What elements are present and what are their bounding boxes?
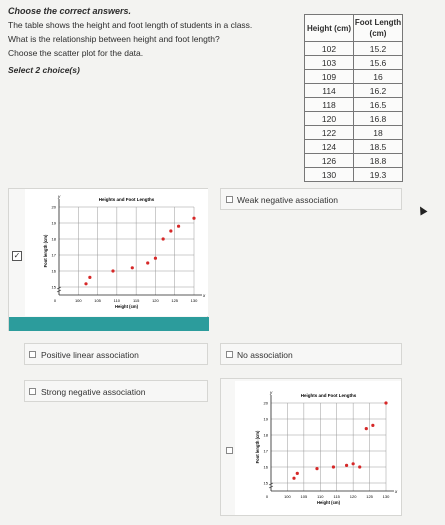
y-tick-label: 17 bbox=[51, 252, 56, 258]
checkbox-scatter-plot-2[interactable] bbox=[226, 447, 233, 454]
table-row bbox=[305, 42, 403, 56]
chart-title: Heights and Foot Lengths bbox=[300, 393, 357, 398]
x-tick-label: 130 bbox=[190, 298, 198, 303]
table-cell-foot: 19.3 bbox=[354, 168, 403, 182]
y-tick-label: 19 bbox=[51, 220, 56, 226]
x-tick-label: 105 bbox=[300, 494, 308, 499]
table-row bbox=[305, 126, 403, 140]
question-panel bbox=[8, 6, 298, 75]
x-axis-label: Height (cm) bbox=[114, 304, 139, 309]
table-cell-height: 118 bbox=[305, 98, 354, 112]
x-tick-label: 125 bbox=[171, 298, 179, 303]
option-no-association[interactable] bbox=[220, 343, 402, 365]
table-row bbox=[305, 98, 403, 112]
data-point bbox=[177, 225, 180, 228]
table-cell-foot: 16.2 bbox=[354, 84, 403, 98]
table-cell-height: 114 bbox=[305, 84, 354, 98]
table-cell-foot: 18 bbox=[354, 126, 403, 140]
data-point bbox=[111, 269, 114, 272]
option-strong-negative-label: Strong negative association bbox=[41, 387, 146, 397]
option-weak-negative[interactable] bbox=[220, 188, 402, 210]
question-text-3: Choose the scatter plot for the data. bbox=[8, 48, 144, 58]
x-tick-label: 115 bbox=[333, 494, 340, 499]
table-cell-height: 102 bbox=[305, 42, 354, 56]
table-header-height: Height (cm) bbox=[305, 15, 354, 42]
table-header-foot: Foot Length (cm) bbox=[354, 15, 403, 42]
option-scatter-plot-2[interactable] bbox=[220, 378, 402, 516]
table-row bbox=[305, 70, 403, 84]
data-point bbox=[345, 464, 348, 467]
data-point bbox=[154, 257, 157, 260]
table-cell-foot: 16.8 bbox=[354, 112, 403, 126]
data-point bbox=[315, 467, 318, 470]
x-tick-label: 125 bbox=[366, 494, 373, 499]
checkbox-scatter-plot-1[interactable]: ✓ bbox=[13, 251, 21, 260]
x-tick-label: 0 bbox=[265, 494, 269, 499]
question-text-2: What is the relationship between height and foot length? bbox=[8, 34, 220, 44]
y-tick-label: 15 bbox=[263, 480, 268, 486]
table-cell-foot: 16.5 bbox=[354, 98, 403, 112]
table-cell-foot: 16 bbox=[354, 70, 403, 84]
y-axis-letter: y bbox=[58, 194, 61, 199]
table-row bbox=[305, 56, 403, 70]
option-scatter-plot-1[interactable] bbox=[8, 188, 208, 331]
y-tick-label: 20 bbox=[263, 400, 268, 406]
y-tick-label: 15 bbox=[51, 284, 56, 290]
x-axis-label: Height (cm) bbox=[316, 500, 341, 505]
table-cell-foot: 18.5 bbox=[354, 140, 403, 154]
option-no-association-label: No association bbox=[237, 350, 293, 360]
data-point bbox=[371, 424, 374, 427]
mouse-cursor-icon bbox=[417, 205, 428, 216]
x-tick-label: 130 bbox=[382, 494, 390, 499]
data-point bbox=[292, 477, 295, 480]
x-tick-label: 100 bbox=[284, 494, 291, 499]
data-point bbox=[88, 276, 91, 279]
data-point bbox=[296, 472, 299, 475]
x-tick-label: 120 bbox=[349, 494, 357, 499]
table-cell-foot: 18.8 bbox=[354, 154, 403, 168]
data-point bbox=[365, 427, 368, 430]
y-tick-label: 19 bbox=[263, 416, 268, 422]
option-weak-negative-label: Weak negative association bbox=[237, 195, 338, 205]
scatter-plot-2 bbox=[235, 381, 401, 515]
x-tick-label: 120 bbox=[152, 298, 159, 303]
table-cell-foot: 15.6 bbox=[354, 56, 403, 70]
select-instructions: Select 2 choice(s) bbox=[8, 65, 80, 75]
scatter-plot-1-area bbox=[25, 189, 208, 316]
data-point bbox=[169, 229, 172, 232]
table-cell-height: 120 bbox=[305, 112, 354, 126]
checkbox-strong-negative[interactable] bbox=[29, 388, 36, 395]
data-point bbox=[162, 237, 165, 240]
question-header: Choose the correct answers. bbox=[8, 6, 132, 16]
x-axis-letter: x bbox=[203, 293, 206, 298]
scatter-plot-1 bbox=[25, 189, 208, 316]
x-tick-label: 100 bbox=[74, 298, 82, 303]
y-tick-label: 18 bbox=[51, 236, 56, 242]
data-point bbox=[358, 465, 361, 468]
x-axis-letter: x bbox=[395, 489, 398, 494]
question-text-1: The table shows the height and foot length of students in a class. bbox=[8, 20, 253, 30]
table-cell-height: 122 bbox=[305, 126, 354, 140]
data-point bbox=[384, 401, 387, 404]
checkbox-no-association[interactable] bbox=[226, 351, 233, 358]
table-cell-height: 126 bbox=[305, 154, 354, 168]
option-positive-linear-label: Positive linear association bbox=[41, 350, 139, 360]
y-tick-label: 16 bbox=[51, 268, 56, 274]
y-axis-label: Foot length (cm) bbox=[255, 430, 260, 464]
y-tick-label: 20 bbox=[51, 204, 56, 210]
table-cell-height: 130 bbox=[305, 168, 354, 182]
table-cell-height: 103 bbox=[305, 56, 354, 70]
x-tick-label: 105 bbox=[94, 298, 101, 303]
chart-title: Heights and Foot Lengths bbox=[98, 197, 155, 202]
data-point bbox=[131, 266, 134, 269]
x-tick-label: 115 bbox=[132, 298, 140, 303]
scatter-plot-2-area bbox=[235, 381, 401, 515]
table-cell-height: 109 bbox=[305, 70, 354, 84]
table-row bbox=[305, 140, 403, 154]
y-axis-letter: y bbox=[270, 390, 273, 395]
y-tick-label: 16 bbox=[263, 464, 268, 470]
y-tick-label: 18 bbox=[263, 432, 268, 438]
data-point bbox=[352, 462, 355, 465]
height-foot-table bbox=[304, 14, 403, 182]
checkbox-positive-linear[interactable] bbox=[29, 351, 36, 358]
table-cell-height: 124 bbox=[305, 140, 354, 154]
table-row bbox=[305, 112, 403, 126]
x-tick-label: 110 bbox=[317, 494, 324, 499]
x-tick-label: 0 bbox=[53, 298, 57, 303]
selection-bar bbox=[9, 317, 209, 331]
data-point bbox=[192, 217, 195, 220]
data-point bbox=[332, 465, 335, 468]
table-cell-foot: 15.2 bbox=[354, 42, 403, 56]
y-axis-label: Foot length (cm) bbox=[43, 234, 48, 268]
table-row bbox=[305, 168, 403, 182]
checkbox-weak-negative[interactable] bbox=[226, 196, 233, 203]
table-row bbox=[305, 84, 403, 98]
option-positive-linear[interactable] bbox=[24, 343, 208, 365]
data-point bbox=[84, 282, 87, 285]
y-tick-label: 17 bbox=[263, 448, 268, 454]
data-point bbox=[146, 261, 149, 264]
table-row bbox=[305, 154, 403, 168]
x-tick-label: 110 bbox=[113, 298, 121, 303]
option-strong-negative[interactable] bbox=[24, 380, 208, 402]
